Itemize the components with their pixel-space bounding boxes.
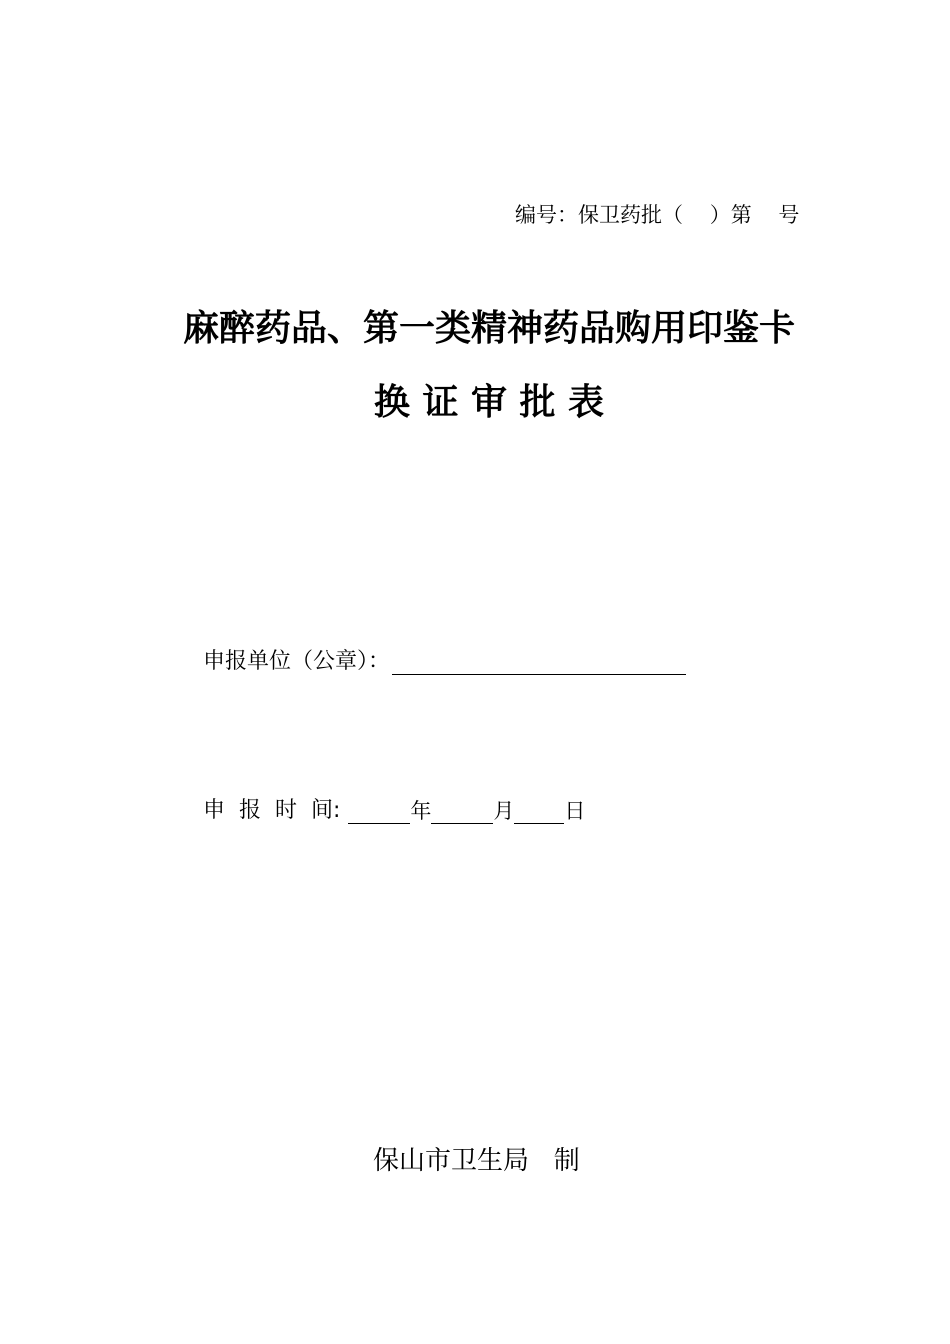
date-row bbox=[203, 795, 585, 827]
year-unit-label: 年 bbox=[410, 799, 432, 823]
serial-number: 编号：保卫药批（ ）第 号 bbox=[515, 203, 800, 227]
applicant-field[interactable] bbox=[392, 648, 686, 675]
month-field[interactable] bbox=[431, 797, 493, 824]
day-unit-label: 日 bbox=[564, 799, 586, 823]
date-label: 申 报 时 间: bbox=[203, 798, 341, 823]
month-unit-label: 月 bbox=[493, 799, 515, 823]
page-subtitle: 换 证 审 批 表 bbox=[373, 381, 605, 423]
year-field[interactable] bbox=[348, 797, 410, 824]
applicant-row bbox=[203, 646, 686, 678]
day-field[interactable] bbox=[514, 797, 564, 824]
issuer-footer: 保山市卫生局 制 bbox=[373, 1146, 580, 1176]
page-title: 麻醉药品、第一类精神药品购用印鉴卡 bbox=[182, 307, 795, 349]
applicant-label: 申报单位（公章）： bbox=[203, 649, 391, 674]
